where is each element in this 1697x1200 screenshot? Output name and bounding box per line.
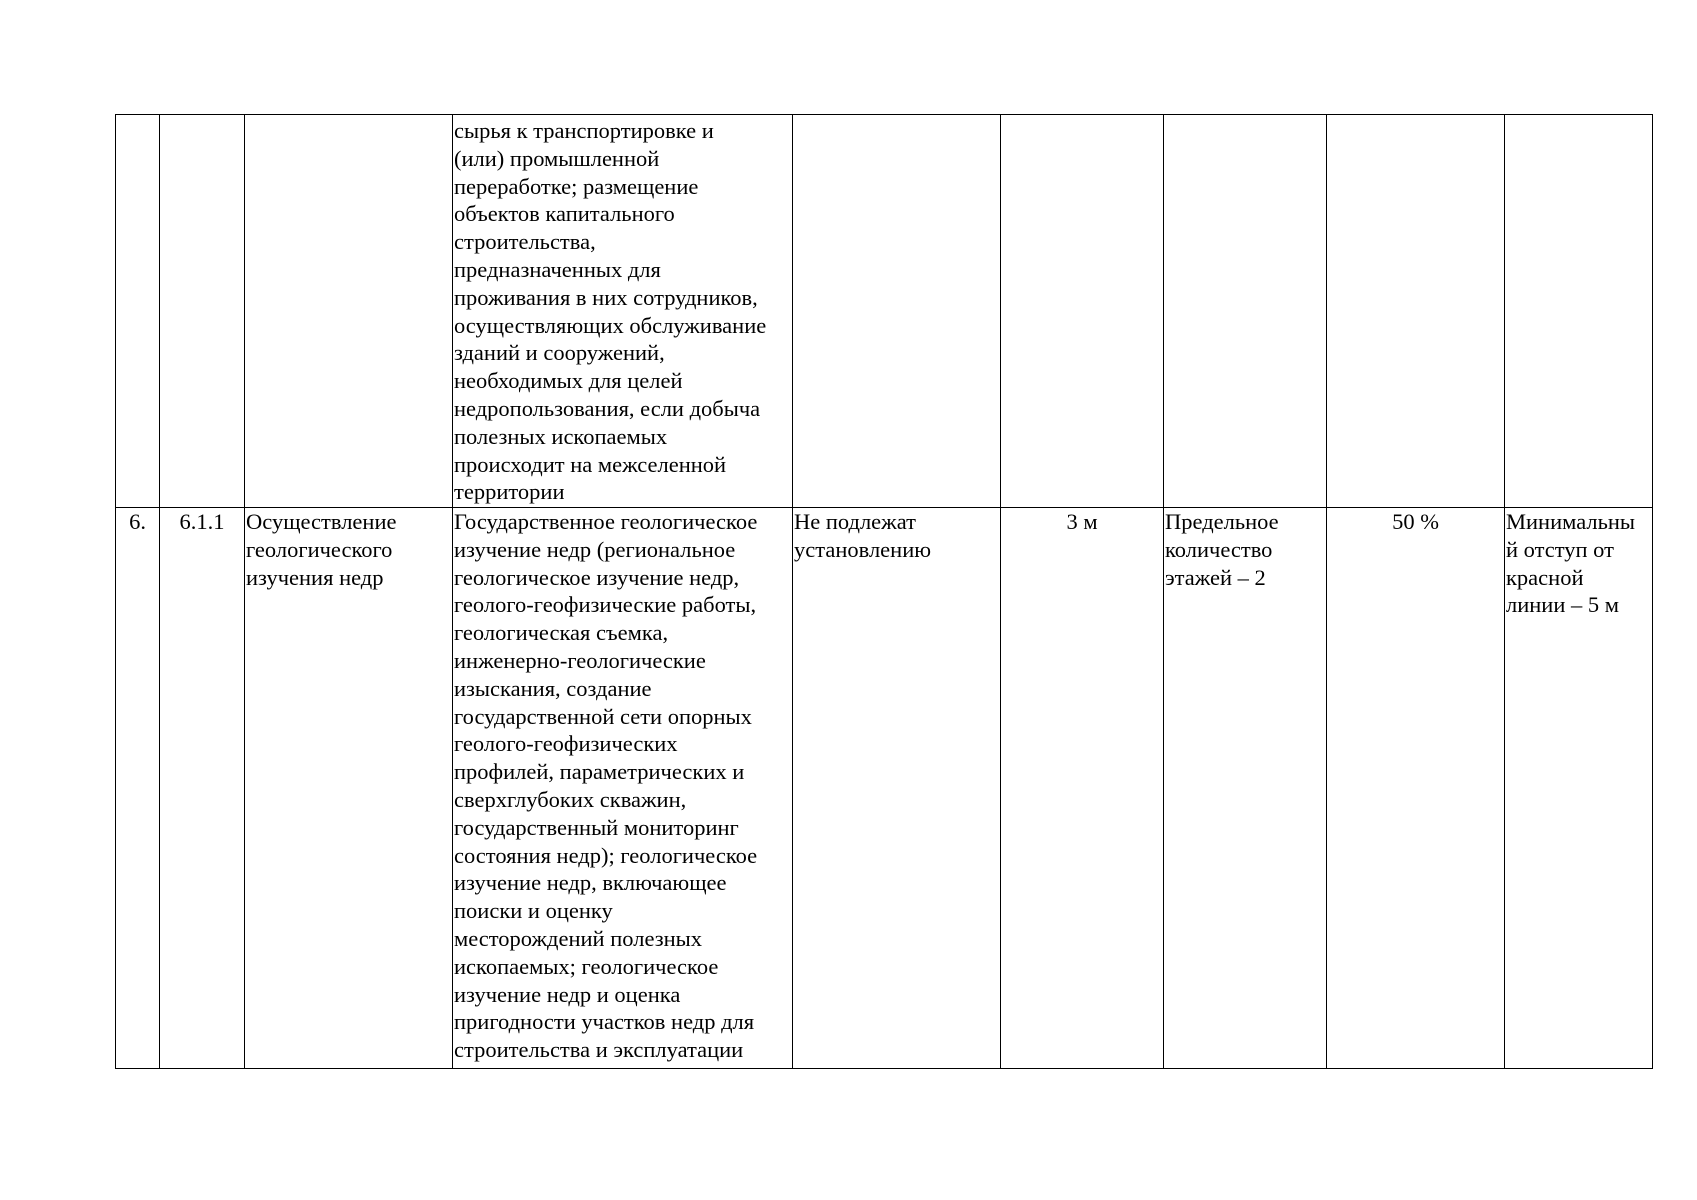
plot-size-cell: Не подлежат установлению	[793, 508, 1001, 1069]
floors-cell: Предельное количество этажей – 2	[1164, 508, 1327, 1069]
row-number-cell: 6.	[116, 508, 160, 1069]
code-cell: 6.1.1	[160, 508, 245, 1069]
land-use-regulations-table	[115, 114, 1653, 1069]
code-cell	[160, 115, 245, 508]
use-type-cell: Осуществление геологического изучения недр	[245, 508, 453, 1069]
other-params-cell: Минимальны й отступ от красной линии – 5 м	[1505, 508, 1653, 1069]
coverage-cell	[1327, 115, 1505, 508]
other-params-cell	[1505, 115, 1653, 508]
row-number-cell	[116, 115, 160, 508]
table-row	[116, 115, 1653, 508]
table-row	[116, 508, 1653, 1069]
setback-cell: 3 м	[1001, 508, 1164, 1069]
coverage-cell: 50 %	[1327, 508, 1505, 1069]
setback-cell	[1001, 115, 1164, 508]
description-cell: сырья к транспортировке и (или) промышленной переработке; размещение объектов капитального строительства, предназначенных для проживания в них сотрудников, осуществляющих обслуживание зданий и сооружений, необходимых для целей недропользования, если добыча полезных ископаемых происходит на межселенной территории	[453, 115, 793, 508]
floors-cell	[1164, 115, 1327, 508]
description-cell: Государственное геологическое изучение недр (региональное геологическое изучение недр, геолого-геофизические работы, геологическая съемка, инженерно-геологические изыскания, создание государственной сети опорных геолого-геофизических профилей, параметрических и сверхглубоких скважин, государственный мониторинг состояния недр); геологическое изучение недр, включающее поиски и оценку месторождений полезных ископаемых; геологическое изучение недр и оценка пригодности участков недр для строительства и эксплуатации	[453, 508, 793, 1069]
plot-size-cell	[793, 115, 1001, 508]
use-type-cell	[245, 115, 453, 508]
